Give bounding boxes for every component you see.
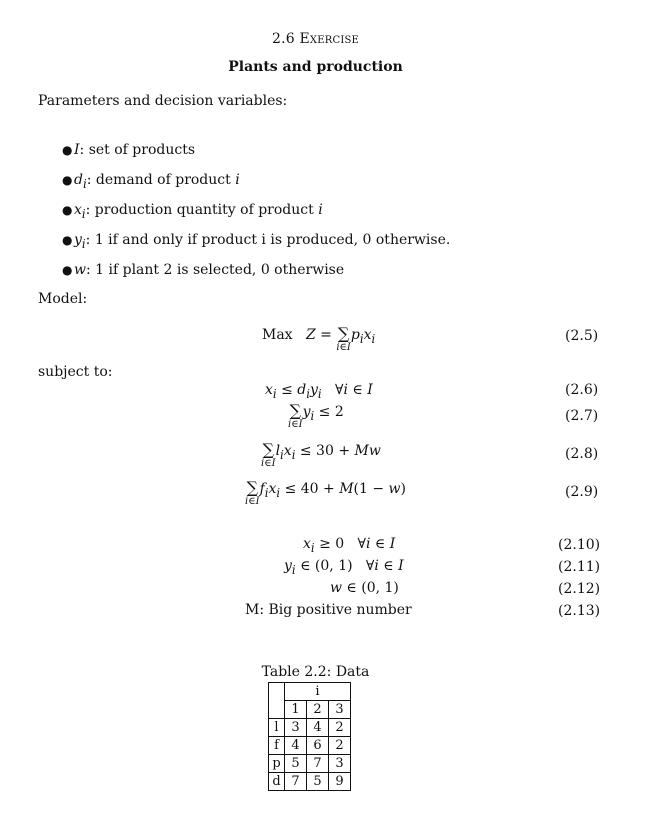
bullet-icon: ● [62, 263, 73, 277]
table-cell: 4 [307, 719, 329, 737]
bullet-text: : set of products [79, 142, 196, 158]
bullet-icon: ● [62, 203, 73, 217]
table-row [269, 719, 351, 737]
symbol: I [74, 142, 80, 158]
row-label: l [269, 719, 285, 737]
bullet-text: : production quantity of product [85, 202, 319, 218]
big-m-definition: M: Big positive number [245, 602, 412, 618]
table-row [269, 773, 351, 791]
table-cell: 7 [285, 773, 307, 791]
table-column-row [269, 701, 351, 719]
bullet-text: : demand of product [86, 172, 236, 188]
constraint-equation: ∑ i∈I $f_ix_i \le 40 + M(1 - w)$ [245, 478, 406, 507]
constraint-equation: w ∈ (0, 1) [330, 580, 399, 596]
max-keyword: Max [262, 327, 293, 343]
symbol-subscript: i [82, 176, 87, 191]
equation-number: (2.10) [558, 537, 601, 553]
list-item [62, 232, 450, 251]
row-label: d [269, 773, 285, 791]
table-cell: 3 [329, 755, 351, 773]
bullet-icon: ● [62, 143, 73, 157]
bullet-icon: ● [62, 233, 73, 247]
table-caption: Table 2.2: Data [261, 664, 370, 680]
constraint-equation: ∑ i∈I $l_ix_i \le 30 + Mw$ [261, 440, 381, 469]
data-table [268, 682, 351, 791]
column-header: 1 [285, 701, 307, 719]
table-cell: 3 [285, 719, 307, 737]
list-item [62, 172, 240, 191]
table-cell: 2 [329, 737, 351, 755]
equation-number: (2.13) [558, 603, 601, 619]
bullet-tail: i [318, 202, 323, 218]
constraint-equation: $x_i \ge 0$ ∀i ∈ I [303, 536, 396, 555]
group-header: i [285, 683, 351, 701]
constraint-equation: $y_i$ ∈ (0, 1) ∀i ∈ I [284, 558, 404, 577]
equation-number: (2.6) [565, 382, 599, 398]
row-label: p [269, 755, 285, 773]
table-cell: 5 [285, 755, 307, 773]
section-heading [0, 31, 631, 47]
table-cell: 2 [329, 719, 351, 737]
table-cell: 9 [329, 773, 351, 791]
symbol-subscript: i [81, 206, 86, 221]
objective-equation: Max Z = ∑ i∈I $p_ix_i$ [262, 324, 376, 353]
column-header: 3 [329, 701, 351, 719]
table-cell: 6 [307, 737, 329, 755]
equation-number: (2.12) [558, 581, 601, 597]
symbol: w [74, 262, 86, 278]
subject-to-label: subject to: [38, 364, 113, 380]
symbol: d [74, 172, 83, 188]
equation-number: (2.8) [565, 446, 599, 462]
symbol: x [74, 202, 82, 218]
intro-text: Parameters and decision variables: [38, 93, 288, 109]
table-row [269, 755, 351, 773]
constraint-equation: $x_i \le d_iy_i$ ∀i ∈ I [265, 382, 373, 401]
equation-number: (2.7) [565, 408, 599, 424]
bullet-icon: ● [62, 173, 73, 187]
bullet-text: : 1 if plant 2 is selected, 0 otherwise [85, 262, 345, 278]
section-number: 2.6 [271, 31, 295, 47]
table-cell: 5 [307, 773, 329, 791]
bullet-tail: i [235, 172, 240, 188]
equation-number: (2.11) [558, 559, 601, 575]
table-cell: 4 [285, 737, 307, 755]
bullet-text: : 1 if and only if product i is produced, 0 otherwise. [85, 232, 451, 248]
equation-number: (2.5) [565, 328, 599, 344]
exercise-title: Plants and production [228, 59, 403, 75]
symbol: y [74, 232, 82, 248]
list-item [62, 262, 344, 278]
list-item [62, 142, 195, 158]
row-label: f [269, 737, 285, 755]
table-cell: 7 [307, 755, 329, 773]
table-header-row [269, 683, 351, 701]
equation-number: (2.9) [565, 484, 599, 500]
table-row [269, 737, 351, 755]
section-title: Exercise [299, 31, 360, 47]
constraint-equation: ∑ i∈I $y_i \le 2$ [288, 401, 344, 430]
symbol-subscript: i [81, 236, 86, 251]
column-header: 2 [307, 701, 329, 719]
list-item [62, 202, 323, 221]
model-label: Model: [38, 291, 88, 307]
